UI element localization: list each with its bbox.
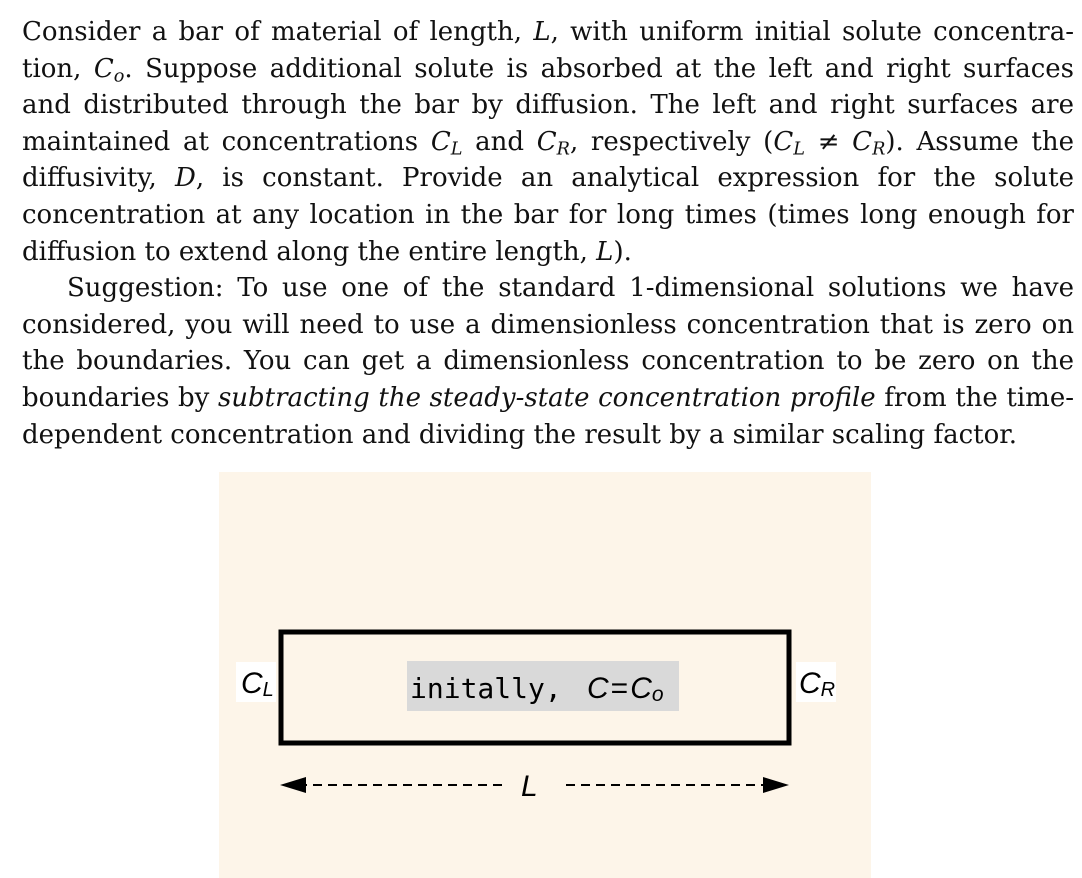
diffusivity-var: D	[174, 163, 196, 194]
length-label: L	[521, 770, 538, 803]
right-boundary-label: CR	[799, 667, 836, 701]
problem-paragraph: Consider a bar of material of length, L, with uniform initial solute concentra-tion, $C_o$. Suppose additional solute is absorbed at the left and right surfaces and distributed through the bar by diffusion. The left and right surfaces are maintained at concentrations $C_L$ and $C_R$, respectively $(C_L \ne C_R)$. Assume the diffusivity, D, is constant. Provide an analytical expression for the solute concentration at any location in the bar for long times (times long enough for diffusion to extend along the entire length, L).	[22, 17, 1075, 267]
bar-diagram	[219, 472, 871, 878]
problem-statement	[22, 14, 1074, 453]
initial-conc-var: C	[93, 53, 114, 84]
initial-condition-formula: C=Co	[587, 672, 664, 706]
suggestion-paragraph: Suggestion: To use one of the standard 1-dimensional solutions we have considered, you will need to use a dimensionless concentration that is zero on the boundaries. You can get a dimensionless concentration to be zero on the boundaries by subtracting the steady-state concentration profile from the time-dependent concentration and dividing the result by a similar scaling factor.	[22, 273, 1074, 450]
bar-diagram-svg	[219, 472, 871, 878]
length-var: L	[533, 17, 551, 47]
emphasized-text: subtracting the steady-state concentration profile	[217, 382, 876, 413]
initially-text: initally,	[410, 672, 562, 705]
left-boundary-label: CL	[241, 667, 274, 701]
